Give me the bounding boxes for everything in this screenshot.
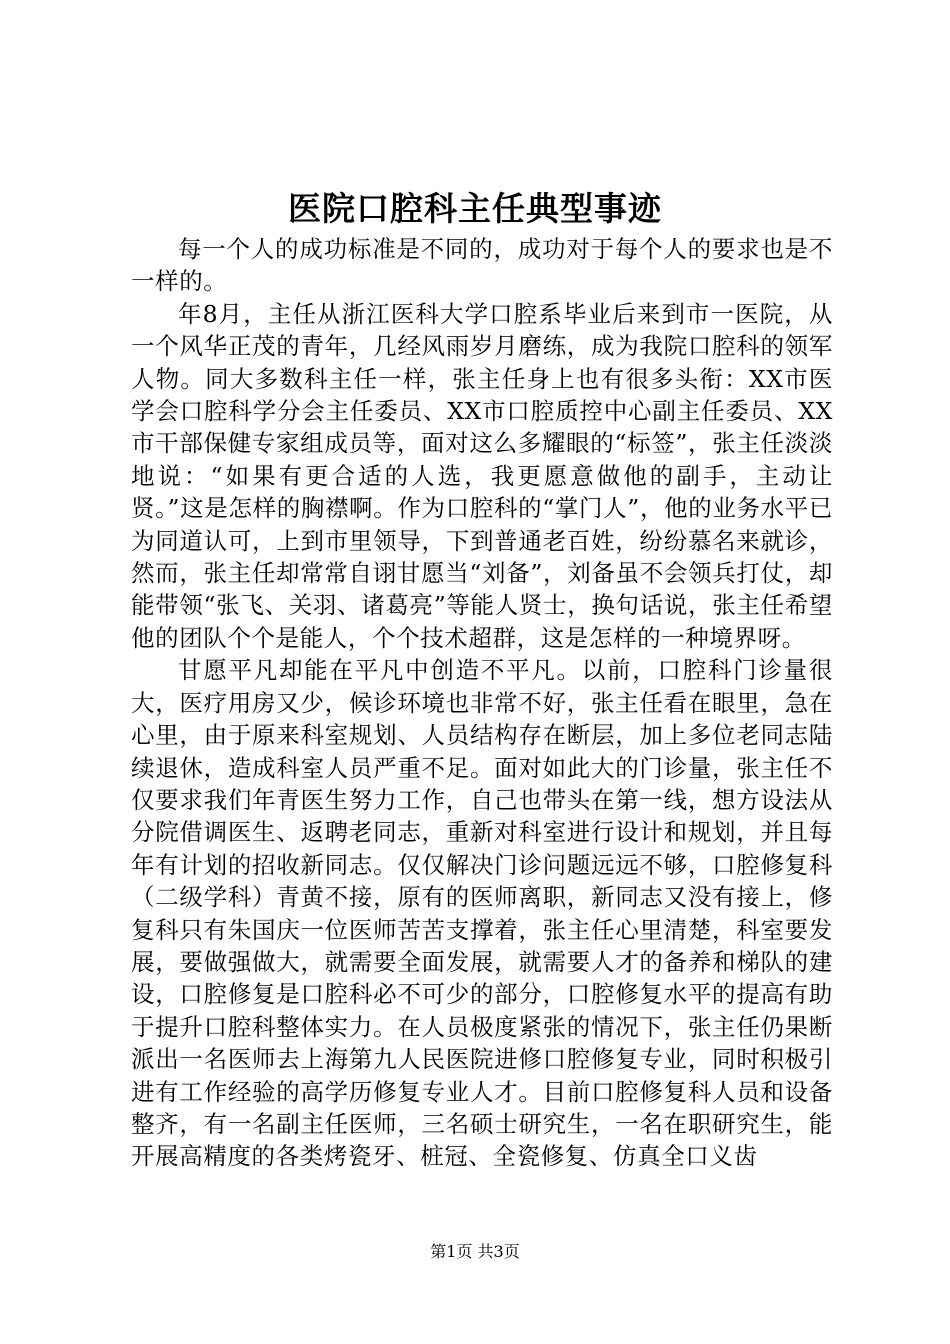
paragraph-2: 年8月，主任从浙江医科大学口腔系毕业后来到市一医院，从一个风华正茂的青年，几经风雨岁月磨练，成为我院口腔科的领军人物。同大多数科主任一样，张主任身上也有很多头衔：XX市医学会口腔科学分会主任委员、XX市口腔质控中心副主任委员、XX市干部保健专家组成员等，面对这么多耀眼的“标签”，张主任淡淡地说：“如果有更合适的人选，我更愿意做他的副手，主动让贤。”这是怎样的胸襟啊。作为口腔科的“掌门人”，他的业务水平已为同道认可，上到市里领导，下到普通老百姓，纷纷慕名来就诊，然而，张主任却常常自诩甘愿当“刘备”，刘备虽不会领兵打仗，却能带领“张飞、关羽、诸葛亮”等能人贤士，换句话说，张主任希望他的团队个个是能人，个个技术超群，这是怎样的一种境界呀。 [131, 299, 833, 652]
document-body [131, 233, 833, 1173]
page-footer: 第1页 共3页 [430, 1242, 520, 1261]
paragraph-3: 甘愿平凡却能在平凡中创造不平凡。以前，口腔科门诊量很大，医疗用房又少，候诊环境也非常不好，张主任看在眼里，急在心里，由于原来科室规划、人员结构存在断层，加上多位老同志陆续退休，造成科室人员严重不足。面对如此大的门诊量，张主任不仅要求我们年青医生努力工作，自己也带头在第一线，想方设法从分院借调医生、返聘老同志，重新对科室进行设计和规划，并且每年有计划的招收新同志。仅仅解决门诊问题远远不够，口腔修复科（二级学科）青黄不接，原有的医师离职，新同志又没有接上，修复科只有朱国庆一位医师苦苦支撑着，张主任心里清楚，科室要发展，要做强做大，就需要全面发展，就需要人才的备养和梯队的建设，口腔修复是口腔科必不可少的部分，口腔修复水平的提高有助于提升口腔科整体实力。在人员极度紧张的情况下，张主任仍果断派出一名医师去上海第九人民医院进修口腔修复专业，同时积极引进有工作经验的高学历修复专业人才。目前口腔修复科人员和设备整齐，有一名副主任医师，三名硕士研究生，一名在职研究生，能开展高精度的各类烤瓷牙、桩冠、全瓷修复、仿真全口义齿 [131, 656, 833, 1171]
document-title: 医院口腔科主任典型事迹 [288, 189, 662, 228]
paragraph-1: 每一个人的成功标准是不同的，成功对于每个人的要求也是不一样的。 [131, 235, 833, 296]
